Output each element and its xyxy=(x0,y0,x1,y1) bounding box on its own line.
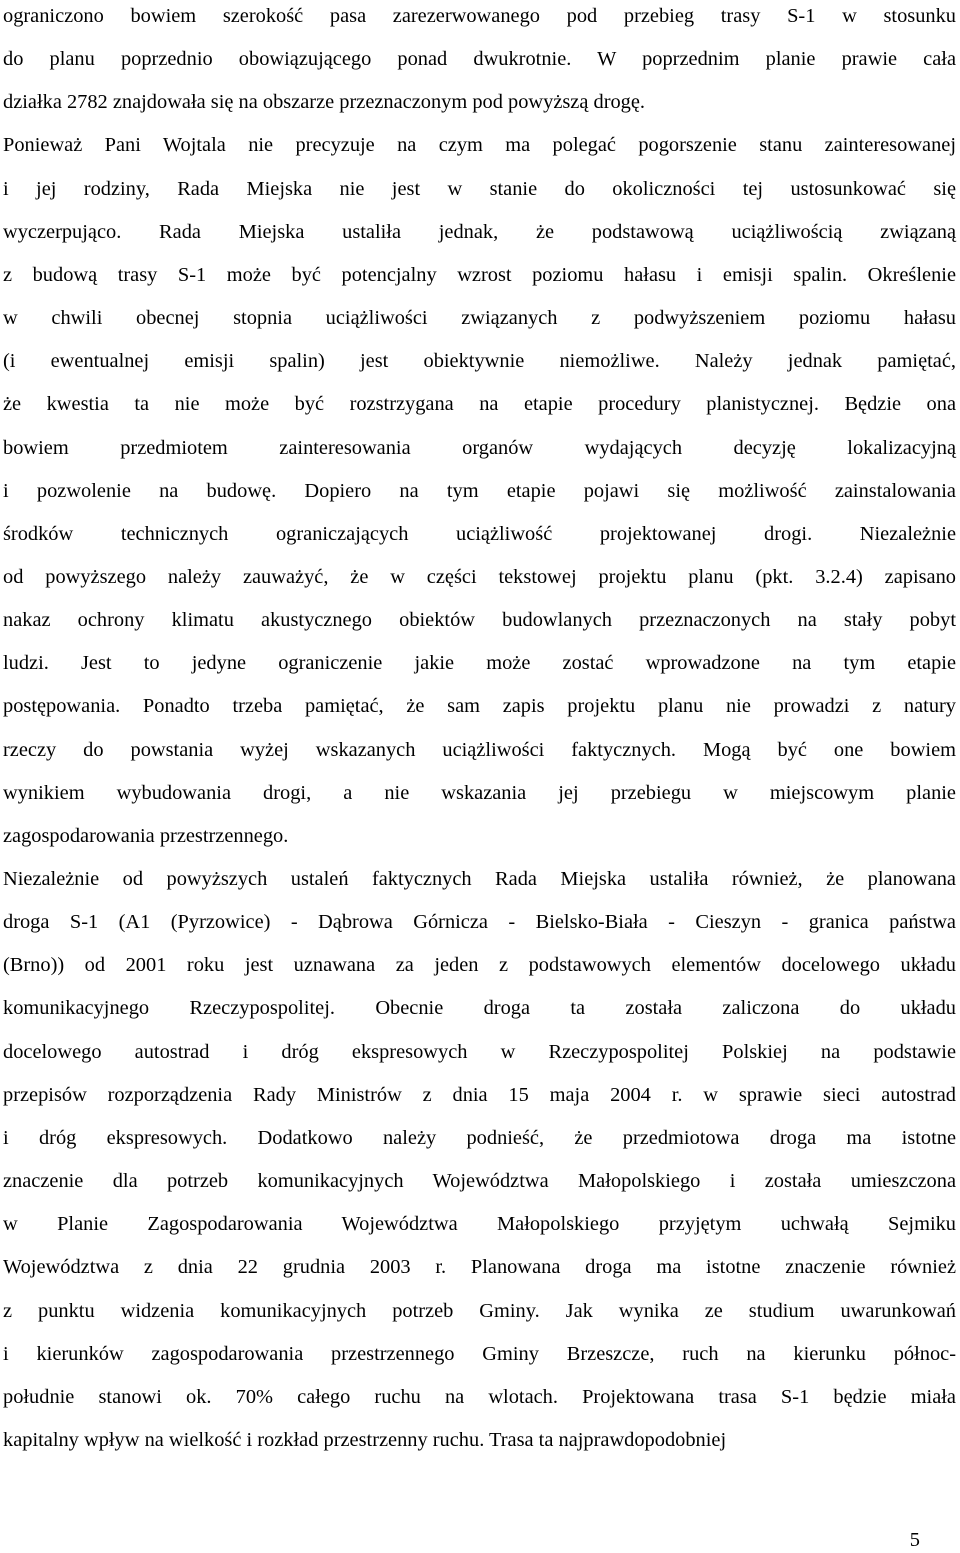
text-line: znaczenie dla potrzeb komunikacyjnych Województwa Małopolskiego i została umieszczona xyxy=(3,1170,956,1193)
text-line: i jej rodziny, Rada Miejska nie jest w stanie do okoliczności tej ustosunkować się xyxy=(3,177,956,200)
text-line: (Brno)) od 2001 roku jest uznawana za jeden z podstawowych elementów docelowego układu xyxy=(3,954,956,977)
text-line: rzeczy do powstania wyżej wskazanych uciążliwości faktycznych. Mogą być one bowiem xyxy=(3,738,956,761)
text-line: że kwestia ta nie może być rozstrzygana na etapie procedury planistycznej. Będzie ona xyxy=(3,393,956,416)
text-line: postępowania. Ponadto trzeba pamiętać, że sam zapis projektu planu nie prowadzi z natury xyxy=(3,695,956,718)
text-line: w chwili obecnej stopnia uciążliwości związanych z podwyższeniem poziomu hałasu xyxy=(3,307,956,330)
text-line: z budową trasy S-1 może być potencjalny wzrost poziomu hałasu i emisji spalin. Określenie xyxy=(3,263,956,286)
text-line: wyczerpująco. Rada Miejska ustaliła jednak, że podstawową uciążliwością związaną xyxy=(3,220,956,243)
text-line: z punktu widzenia komunikacyjnych potrzeb Gminy. Jak wynika ze studium uwarunkowań xyxy=(3,1299,956,1322)
text-line: do planu poprzednio obowiązującego ponad dwukrotnie. W poprzednim planie prawie cała xyxy=(3,48,956,71)
text-line: Niezależnie od powyższych ustaleń faktycznych Rada Miejska ustaliła również, że planowana xyxy=(3,868,956,890)
text-line: środków technicznych ograniczających uciążliwość projektowanej drogi. Niezależnie xyxy=(3,522,956,545)
text-line: nakaz ochrony klimatu akustycznego obiektów budowlanych przeznaczonych na stały pobyt xyxy=(3,609,956,632)
text-line: ludzi. Jest to jedyne ograniczenie jakie może zostać wprowadzone na tym etapie xyxy=(3,652,956,675)
text-line: działka 2782 znajdowała się na obszarze przeznaczonym pod powyższą drogę. xyxy=(3,91,646,114)
text-line: ograniczono bowiem szerokość pasa zarezerwowanego pod przebieg trasy S-1 w stosunku xyxy=(3,5,956,27)
text-line: przepisów rozporządzenia Rady Ministrów z dnia 15 maja 2004 r. w sprawie sieci autostrad xyxy=(3,1083,956,1106)
text-line: komunikacyjnego Rzeczypospolitej. Obecnie droga ta została zaliczona do układu xyxy=(3,997,956,1020)
text-line: od powyższego należy zauważyć, że w części tekstowej projektu planu (pkt. 3.2.4) zapisano xyxy=(3,565,956,588)
page-number: 5 xyxy=(909,1529,920,1551)
text-line: zagospodarowania przestrzennego. xyxy=(3,824,289,847)
text-line: i dróg ekspresowych. Dodatkowo należy podnieść, że przedmiotowa droga ma istotne xyxy=(3,1126,956,1149)
text-line: docelowego autostrad i dróg ekspresowych w Rzeczypospolitej Polskiej na podstawie xyxy=(3,1040,956,1063)
text-line: droga S-1 (A1 (Pyrzowice) - Dąbrowa Górnicza - Bielsko-Biała - Cieszyn - granica państwa xyxy=(3,911,956,934)
text-line: Województwa z dnia 22 grudnia 2003 r. Planowana droga ma istotne znaczenie również xyxy=(3,1256,956,1279)
text-line: w Planie Zagospodarowania Województwa Małopolskiego przyjętym uchwałą Sejmiku xyxy=(3,1213,956,1236)
text-line: i kierunków zagospodarowania przestrzennego Gminy Brzeszcze, ruch na kierunku północ- xyxy=(3,1342,956,1365)
text-line: bowiem przedmiotem zainteresowania organów wydających decyzję lokalizacyjną xyxy=(3,436,956,459)
text-line: i pozwolenie na budowę. Dopiero na tym etapie pojawi się możliwość zainstalowania xyxy=(3,479,956,502)
text-line: (i ewentualnej emisji spalin) jest obiektywnie niemożliwe. Należy jednak pamiętać, xyxy=(3,350,956,373)
text-line: południe stanowi ok. 70% całego ruchu na wlotach. Projektowana trasa S-1 będzie miała xyxy=(3,1385,956,1408)
text-line: kapitalny wpływ na wielkość i rozkład przestrzenny ruchu. Trasa ta najprawdopodobniej xyxy=(3,1428,727,1451)
text-line: Ponieważ Pani Wojtala nie precyzuje na czym ma polegać pogorszenie stanu zainteresowanej xyxy=(3,134,956,157)
text-line: wynikiem wybudowania drogi, a nie wskazania jej przebiegu w miejscowym planie xyxy=(3,781,956,804)
